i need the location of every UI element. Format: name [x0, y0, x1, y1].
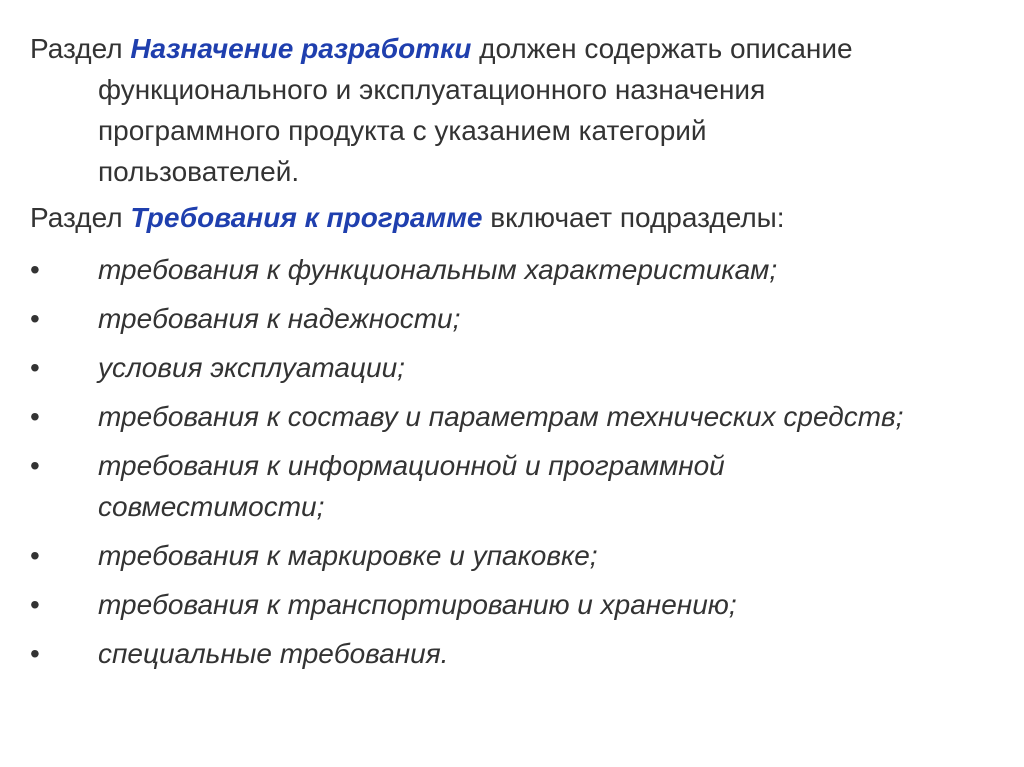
purpose-first-line — [30, 28, 990, 69]
bullet-item — [30, 396, 1010, 437]
requirements-paragraph — [30, 197, 990, 238]
requirements-prefix: Раздел — [30, 202, 131, 233]
bullet-dot-icon: • — [30, 254, 40, 285]
requirements-rest: включает подразделы: — [482, 202, 785, 233]
purpose-prefix: Раздел — [30, 33, 131, 64]
purpose-line-2: функционального и эксплуатационного назначения — [98, 74, 766, 105]
bullet-dot-icon: • — [30, 401, 40, 432]
bullet-item — [30, 535, 1010, 576]
bullet-dot-icon: • — [30, 540, 40, 571]
purpose-line1-rest: должен содержать описание — [471, 33, 853, 64]
bullet-text: требования к маркировке и упаковке; — [98, 540, 598, 571]
bullet-text: требования к информационной и программной — [98, 450, 725, 481]
bullet-item — [30, 249, 1010, 290]
bullet-text: условия эксплуатации; — [98, 352, 405, 383]
bullet-text: требования к транспортированию и хранению; — [98, 589, 737, 620]
bullet-text: требования к надежности; — [98, 303, 461, 334]
purpose-line-3: программного продукта с указанием категорий — [98, 115, 707, 146]
bullet-item — [30, 347, 1010, 388]
bullet-item — [30, 445, 1010, 527]
purpose-line-4: пользователей. — [98, 156, 300, 187]
requirements-section-title: Требования к программе — [130, 202, 483, 233]
purpose-paragraph — [30, 28, 990, 192]
bullet-item — [30, 584, 1010, 625]
bullet-text: совместимости; — [98, 491, 325, 522]
requirements-line — [30, 197, 990, 238]
bullet-dot-icon: • — [30, 303, 40, 334]
bullet-text: требования к функциональным характеристикам; — [98, 254, 778, 285]
bullet-text: требования к составу и параметрам технических средств; — [98, 401, 904, 432]
bullet-dot-icon: • — [30, 352, 40, 383]
bullet-item — [30, 633, 1010, 674]
bullet-dot-icon: • — [30, 589, 40, 620]
bullet-dot-icon: • — [30, 450, 40, 481]
bullet-dot-icon: • — [30, 638, 40, 669]
bullet-item — [30, 298, 1010, 339]
requirements-bullet-list — [30, 249, 1010, 682]
bullet-text: специальные требования. — [98, 638, 449, 669]
purpose-section-title: Назначение разработки — [130, 33, 472, 64]
